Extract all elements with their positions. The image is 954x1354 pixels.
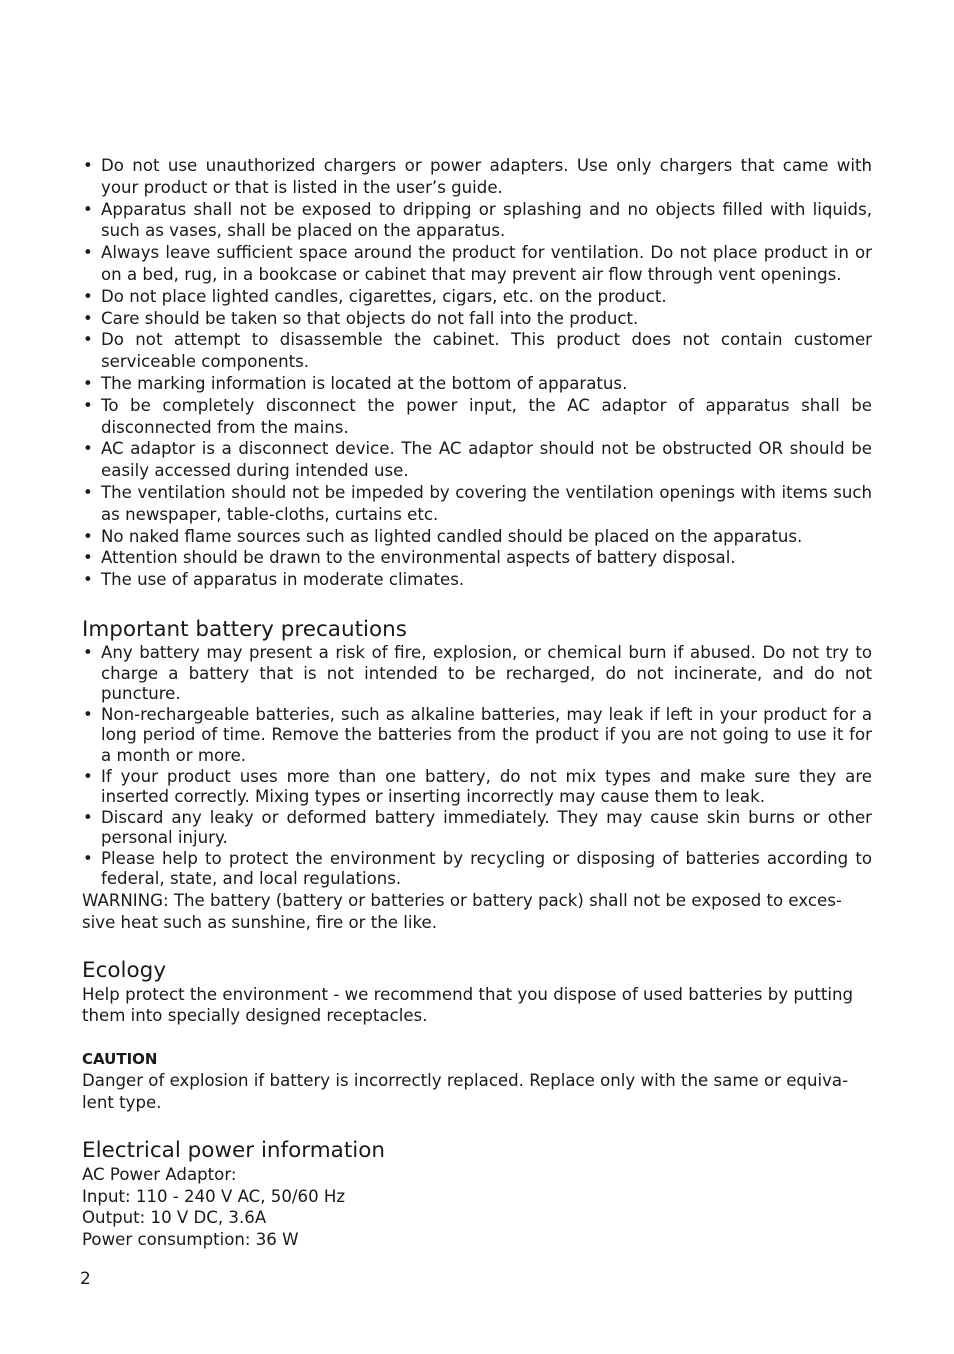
list-item: • Discard any leaky or deformed battery immediately. They may cause skin burns or other personal injury. xyxy=(82,808,872,849)
list-item: • Non-rechargeable batteries, such as alkaline batteries, may leak if left in your product for a long period of time. Remove the batteries from the product if you are not going to use it for a month or more. xyxy=(82,705,872,767)
list-item: • Attention should be drawn to the environmental aspects of battery disposal. xyxy=(82,547,872,569)
list-item: • The marking information is located at the bottom of apparatus. xyxy=(82,373,872,395)
list-item: • Do not attempt to disassemble the cabinet. This product does not contain customer serviceable components. xyxy=(82,329,872,373)
caution-label: CAUTION xyxy=(82,1050,158,1069)
list-item: • Do not use unauthorized chargers or power adapters. Use only chargers that came with your product or that is listed in the user’s guide. xyxy=(82,155,872,199)
list-item: • AC adaptor is a disconnect device. The AC adaptor should not be obstructed OR should be easily accessed during intended use. xyxy=(82,438,872,482)
battery-precautions-list xyxy=(82,643,872,890)
list-item: • No naked flame sources such as lighted candled should be placed on the apparatus. xyxy=(82,526,872,548)
ecology-heading: Ecology xyxy=(82,957,167,983)
list-item: • Apparatus shall not be exposed to dripping or splashing and no objects filled with liquids, such as vases, shall be placed on the apparatus. xyxy=(82,199,872,243)
list-item: • Please help to protect the environment by recycling or disposing of batteries according to federal, state, and local regulations. xyxy=(82,849,872,890)
list-item: • Any battery may present a risk of fire, explosion, or chemical burn if abused. Do not try to charge a battery that is not intended to be recharged, do not incinerate, and do not puncture. xyxy=(82,643,872,705)
list-item: • Do not place lighted candles, cigarettes, cigars, etc. on the product. xyxy=(82,286,872,308)
battery-warning: WARNING: The battery (battery or batteries or battery pack) shall not be exposed to exces-sive heat such as sunshine, fire or the like. xyxy=(82,891,842,932)
list-item: • The use of apparatus in moderate climates. xyxy=(82,569,872,591)
power-line-output: Output: 10 V DC, 3.6A xyxy=(82,1208,267,1228)
power-line-input: Input: 110 - 240 V AC, 50/60 Hz xyxy=(82,1186,346,1206)
list-item: • If your product uses more than one battery, do not mix types and make sure they are inserted correctly. Mixing types or inserting incorrectly may cause them to leak. xyxy=(82,767,872,808)
caution-text: Danger of explosion if battery is incorrectly replaced. Replace only with the same or equiva-lent type. xyxy=(82,1071,849,1113)
list-item: • The ventilation should not be impeded by covering the ventilation openings with items such as newspaper, table-cloths, curtains etc. xyxy=(82,482,872,526)
page-number: 2 xyxy=(80,1269,91,1289)
list-item: • Always leave sufficient space around the product for ventilation. Do not place product in or on a bed, rug, in a bookcase or cabinet that may prevent air flow through vent openings. xyxy=(82,242,872,286)
power-heading: Electrical power information xyxy=(82,1137,386,1163)
ecology-text: Help protect the environment - we recommend that you dispose of used batteries by putting them into specially designed receptacles. xyxy=(82,984,854,1026)
power-line-adaptor: AC Power Adaptor: xyxy=(82,1164,237,1184)
battery-heading: Important battery precautions xyxy=(82,616,407,642)
list-item: • Care should be taken so that objects do not fall into the product. xyxy=(82,308,872,330)
safety-precautions-list xyxy=(82,155,872,591)
power-line-consumption: Power consumption: 36 W xyxy=(82,1230,299,1250)
list-item: • To be completely disconnect the power input, the AC adaptor of apparatus shall be disconnected from the mains. xyxy=(82,395,872,439)
document-page xyxy=(82,155,872,1251)
